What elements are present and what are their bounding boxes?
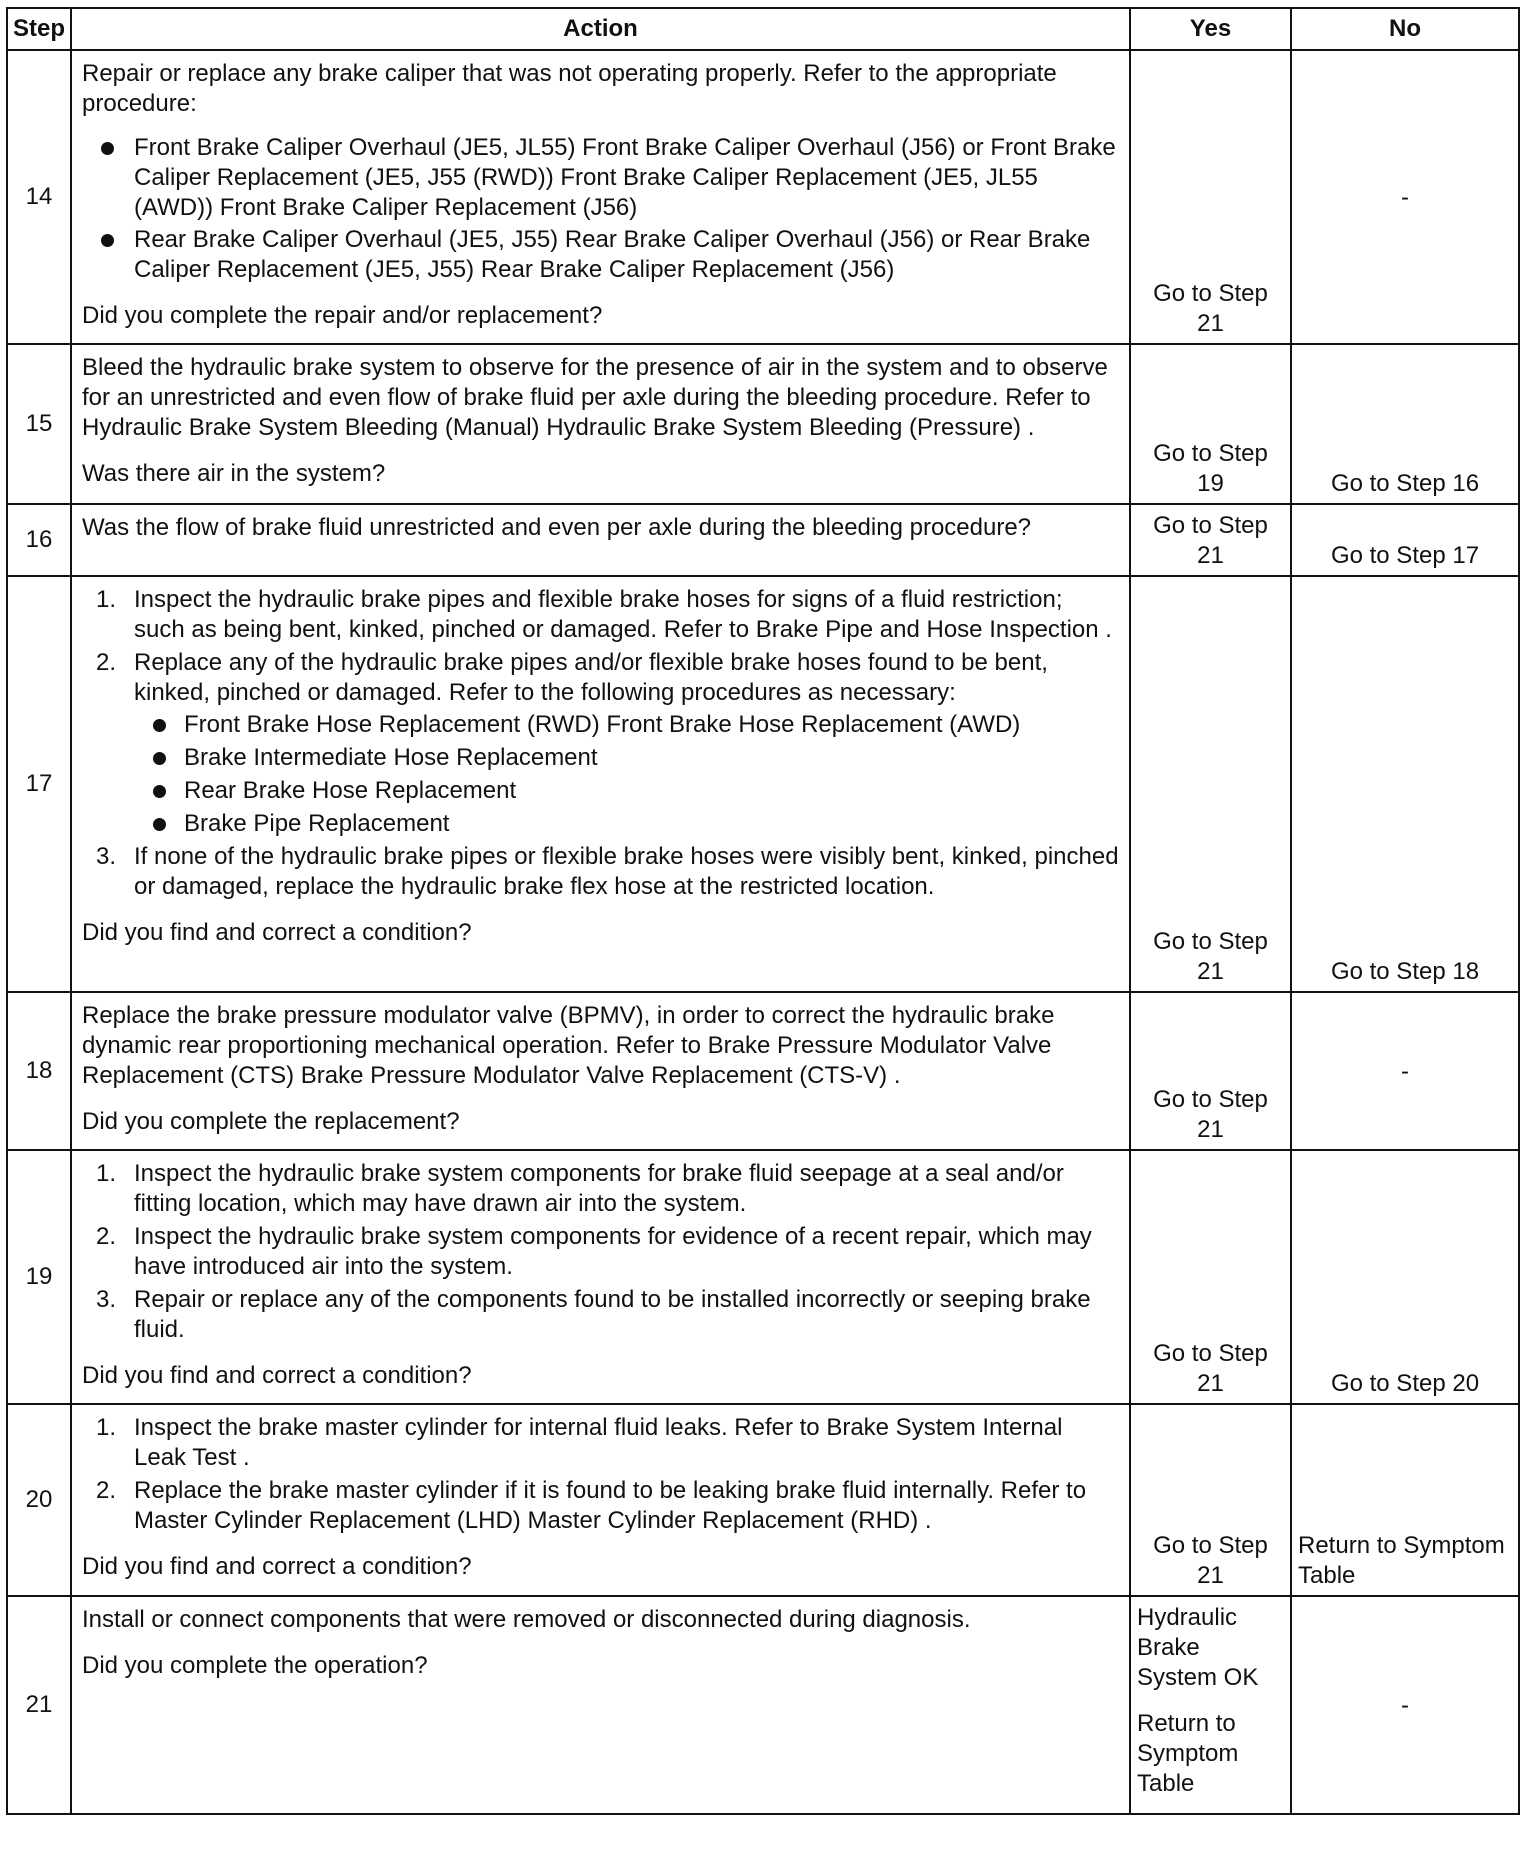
procedure-list [82,1413,1119,1536]
yes-cell [1130,504,1291,576]
list-item: 3. If none of the hydraulic brake pipes or flexible brake hoses were visibly bent, kinked, pinched or damaged, replace the hydraulic brake flex hose at the restricted location. [96,843,1119,900]
yes-cell [1130,50,1291,344]
action-question: Did you find and correct a condition? [82,919,472,946]
action-question: Did you find and correct a condition? [82,1553,472,1580]
list-item: 2. Replace any of the hydraulic brake pipes and/or flexible brake hoses found to be bent, kinked, pinched or damaged. Refer to the following procedures as necessary: Front Brake Hose Replacement (RWD) Front Brake Hose Replacement (AWD) Brake Intermediate Hose Replacement Rear Brake Hose Replacement Brake Pipe Replacement [82,648,1119,839]
no-cell [1291,1404,1519,1596]
table-row-step-19 [7,1150,1519,1404]
sub-list-item: Brake Intermediate Hose Replacement [134,743,1119,773]
action-cell [71,1150,1130,1404]
no-result: Return to Symptom Table [1298,1532,1505,1589]
yes-result: Go to Step 21 [1153,512,1268,569]
action-cell [71,1404,1130,1596]
sub-list-item: Front Brake Hose Replacement (RWD) Front Brake Hose Replacement (AWD) [134,710,1119,740]
table-row-step-18 [7,992,1519,1150]
yes-result: Go to Step 21 [1153,928,1268,985]
action-cell [71,344,1130,504]
procedure-list [82,1159,1119,1345]
header-no: No [1291,8,1519,50]
list-item: 1. Inspect the hydraulic brake pipes and flexible brake hoses for signs of a fluid restriction; such as being bent, kinked, pinched or damaged. Refer to Brake Pipe and Hose Inspection . [96,586,1112,643]
no-cell [1291,1596,1519,1814]
yes-cell [1130,1596,1291,1814]
yes-result: Go to Step 21 [1153,1086,1268,1143]
step-number: 18 [7,992,71,1150]
table-row-step-17 [7,576,1519,992]
header-row [7,8,1519,50]
no-result: - [1401,1058,1409,1085]
no-cell [1291,50,1519,344]
yes-cell [1130,344,1291,504]
no-result: Go to Step 16 [1330,470,1480,497]
procedure-list [82,585,1119,902]
no-cell [1291,504,1519,576]
yes-result: Go to Step 21 [1153,1340,1268,1397]
list-item: 3. Repair or replace any of the components found to be installed incorrectly or seeping brake fluid. [96,1286,1091,1343]
action-cell [71,1596,1130,1814]
yes-result-return: Return to Symptom Table [1137,1710,1239,1797]
step-number: 19 [7,1150,71,1404]
header-action: Action [71,8,1130,50]
no-result: Go to Step 18 [1330,958,1480,985]
action-cell [71,992,1130,1150]
no-result: - [1401,184,1409,211]
table-row-step-16 [7,504,1519,576]
action-intro: Bleed the hydraulic brake system to observe for the presence of air in the system and to observe for an unrestricted and even flow of brake fluid per axle during the bleeding procedure. Refer to Hydraulic Brake System Bleeding (Manual) Hydraulic Brake System Bleeding (Pressure) . [82,354,1108,441]
table-row-step-15 [7,344,1519,504]
yes-cell [1130,992,1291,1150]
action-cell [71,504,1130,576]
step-number: 15 [7,344,71,504]
list-item: 1. Inspect the hydraulic brake system components for brake fluid seepage at a seal and/or fitting location, which may have drawn air into the system. [96,1160,1064,1217]
action-intro: Replace the brake pressure modulator valve (BPMV), in order to correct the hydraulic brake dynamic rear proportioning mechanical operation. Refer to Brake Pressure Modulator Valve Replacement (CTS) Brake Pressure Modulator Valve Replacement (CTS-V) . [82,1002,1055,1089]
action-intro: Repair or replace any brake caliper that was not operating properly. Refer to the appropriate procedure: [82,60,1057,117]
action-question: Did you find and correct a condition? [82,1362,472,1389]
sub-procedure-list [134,710,1119,839]
no-result: Go to Step 20 [1330,1370,1480,1397]
action-cell [71,50,1130,344]
table-row-step-21 [7,1596,1519,1814]
step-number: 21 [7,1596,71,1814]
action-cell [71,576,1130,992]
no-cell [1291,576,1519,992]
step-number: 20 [7,1404,71,1596]
yes-cell [1130,576,1291,992]
sub-list-item: Rear Brake Hose Replacement [134,776,1119,806]
action-intro: Install or connect components that were removed or disconnected during diagnosis. [82,1606,971,1633]
table-row-step-20 [7,1404,1519,1596]
step-number: 14 [7,50,71,344]
table-row-step-14 [7,50,1519,344]
header-yes: Yes [1130,8,1291,50]
action-question: Did you complete the replacement? [82,1108,460,1135]
step-number: 16 [7,504,71,576]
yes-cell [1130,1150,1291,1404]
no-cell [1291,992,1519,1150]
list-item: 1. Inspect the brake master cylinder for internal fluid leaks. Refer to Brake System Internal Leak Test . [96,1414,1063,1471]
no-cell [1291,344,1519,504]
action-question: Did you complete the operation? [82,1652,428,1679]
yes-result: Go to Step 19 [1153,440,1268,497]
action-question: Did you complete the repair and/or replacement? [82,302,603,329]
sub-list-item: Brake Pipe Replacement [134,809,1119,839]
yes-result-ok: Hydraulic Brake System OK [1137,1604,1259,1691]
no-cell [1291,1150,1519,1404]
list-item: 2. Replace the brake master cylinder if it is found to be leaking brake fluid internally. Refer to Master Cylinder Replacement (LHD) Master Cylinder Replacement (RHD) . [96,1477,1087,1534]
yes-result: Go to Step 21 [1153,280,1268,337]
list-item: Rear Brake Caliper Overhaul (JE5, J55) Rear Brake Caliper Overhaul (J56) or Rear Brake Caliper Replacement (JE5, J55) Rear Brake Caliper Replacement (J56) [82,225,1119,285]
no-result: Go to Step 17 [1330,542,1480,569]
yes-cell [1130,1404,1291,1596]
procedure-list [82,133,1119,285]
action-question: Was there air in the system? [82,460,386,487]
list-item: Front Brake Caliper Overhaul (JE5, JL55) Front Brake Caliper Overhaul (J56) or Front Brake Caliper Replacement (JE5, J55 (RWD)) Front Brake Caliper Replacement (JE5, JL55 (AWD)) Front Brake Caliper Replacement (J56) [82,133,1119,223]
list-item: 2. Inspect the hydraulic brake system components for evidence of a recent repair, which may have introduced air into the system. [96,1223,1092,1280]
yes-result: Go to Step 21 [1153,1532,1268,1589]
no-result: - [1401,1692,1409,1719]
header-step: Step [7,8,71,50]
step-number: 17 [7,576,71,992]
action-question: Was the flow of brake fluid unrestricted and even per axle during the bleeding procedure? [82,514,1032,541]
diagnostic-table [6,7,1520,1815]
